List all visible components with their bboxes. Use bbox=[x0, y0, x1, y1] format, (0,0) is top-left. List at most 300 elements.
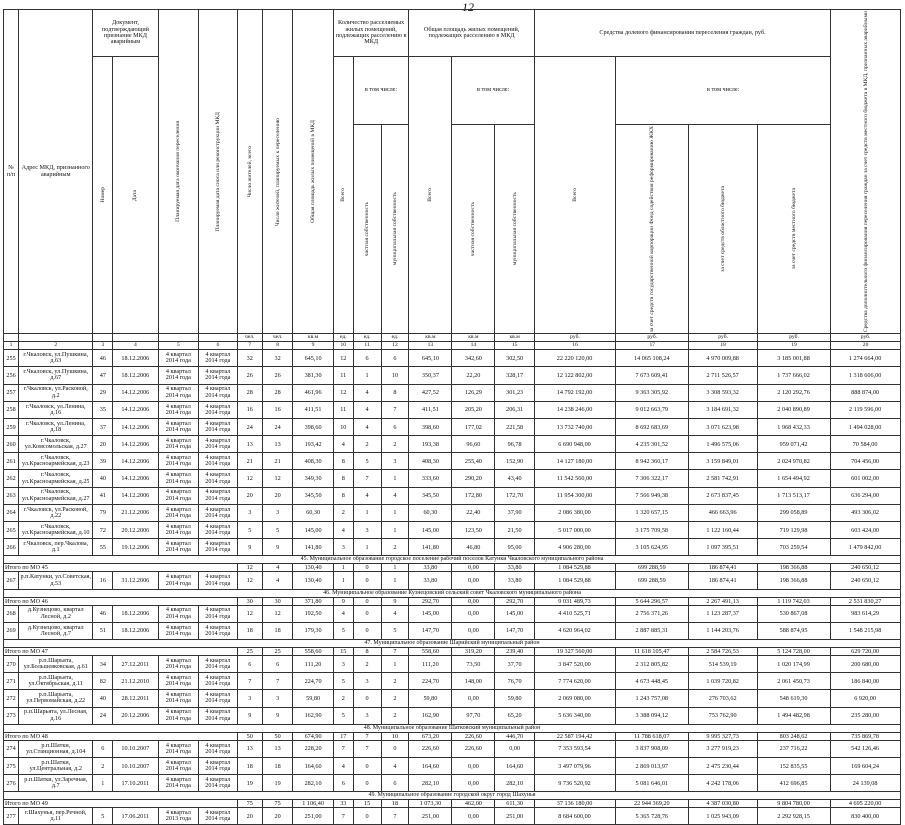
table-cell: 4 235 301,52 bbox=[616, 436, 689, 453]
table-row bbox=[4, 367, 901, 384]
table-cell: 4 bbox=[333, 605, 353, 622]
table-cell: 4 bbox=[381, 605, 409, 622]
subtotal-row bbox=[4, 597, 901, 605]
table-cell: 4 квартал 2014 года bbox=[199, 572, 237, 589]
table-cell: 3 071 623,98 bbox=[689, 418, 758, 435]
table-cell: 269 bbox=[4, 622, 19, 639]
table-cell: 0,00 bbox=[452, 775, 495, 792]
unit-cell: ед. bbox=[353, 334, 381, 342]
table-cell: 145,00 bbox=[495, 605, 535, 622]
table-row bbox=[4, 436, 901, 453]
subtotal-cell: 19 327 560,00 bbox=[534, 647, 615, 655]
table-cell: 6 bbox=[353, 350, 381, 367]
address-cell: г.Чкаловск, ул.Пушкина, д.67 bbox=[19, 367, 93, 384]
subtotal-cell: 462,00 bbox=[452, 800, 495, 808]
table-cell: 272 bbox=[4, 690, 19, 707]
table-cell: 7 673 609,41 bbox=[616, 367, 689, 384]
unit-cell bbox=[158, 334, 199, 342]
table-cell: 5 bbox=[237, 522, 263, 539]
table-cell: 162,90 bbox=[409, 707, 452, 724]
subtotal-cell: 1 119 742,03 bbox=[757, 597, 830, 605]
table-cell: 4 квартал 2014 года bbox=[199, 757, 237, 774]
table-cell: 588 874,95 bbox=[757, 622, 830, 639]
table-cell: 2 bbox=[353, 655, 381, 672]
table-cell: 3 159 849,01 bbox=[689, 453, 758, 470]
address-cell: г.Чкаловск, ул.Пушкина, д.63 bbox=[19, 350, 93, 367]
table-cell: 704 456,00 bbox=[831, 453, 901, 470]
table-cell: 4 квартал 2014 года bbox=[158, 605, 199, 622]
address-cell: г.Чкаловск, ул.Красноармейская, д.25 bbox=[19, 470, 93, 487]
table-row bbox=[4, 605, 901, 622]
table-cell: 20 bbox=[237, 808, 263, 825]
address-cell: г.Чкаловск, ул.Красноармейская, д.27 bbox=[19, 487, 93, 504]
address-cell: р.п.Шарьята, ул.Лесная, д.16 bbox=[19, 707, 93, 724]
header-planned-end: Планируемая дата окончания переселения bbox=[175, 121, 182, 222]
table-cell: 13 bbox=[263, 436, 293, 453]
subtotal-cell: 5 124 728,00 bbox=[757, 647, 830, 655]
subtotal-cell: 50 bbox=[263, 732, 293, 740]
header-address: Адрес МКД, признанного аварийным bbox=[19, 10, 93, 334]
subtotal-cell: 11 788 618,07 bbox=[616, 732, 689, 740]
table-cell: 47 bbox=[93, 367, 113, 384]
column-number-cell: 8 bbox=[263, 342, 293, 350]
table-cell: 4 bbox=[353, 487, 381, 504]
table-cell: 7 774 620,00 bbox=[534, 673, 615, 690]
table-cell: 11 bbox=[333, 367, 353, 384]
table-cell: 18 bbox=[237, 622, 263, 639]
table-cell: 256 bbox=[4, 367, 19, 384]
table-cell: 145,00 bbox=[409, 605, 452, 622]
table-cell: 19 bbox=[237, 775, 263, 792]
header-area-group: Общая площадь жилых помещений, подлежащих расселению в МКД bbox=[409, 10, 534, 57]
table-cell: 271 bbox=[4, 673, 19, 690]
table-cell: 8 bbox=[333, 453, 353, 470]
table-cell: 719 129,98 bbox=[757, 522, 830, 539]
table-cell: 4 квартал 2014 года bbox=[199, 740, 237, 757]
subtotal-cell: 371,80 bbox=[293, 597, 334, 605]
subtotal-cell: 7 bbox=[353, 732, 381, 740]
table-row bbox=[4, 707, 901, 724]
table-cell: 141,80 bbox=[293, 539, 334, 556]
table-cell: 345,50 bbox=[409, 487, 452, 504]
table-cell: 5 365 728,76 bbox=[616, 808, 689, 825]
table-cell: 0 bbox=[353, 690, 381, 707]
table-cell: 4 квартал 2014 года bbox=[158, 622, 199, 639]
table-cell: 13 732 740,00 bbox=[534, 418, 615, 435]
table-cell: 26 bbox=[263, 367, 293, 384]
subtotal-cell: 9 bbox=[333, 597, 353, 605]
unit-cell: кв.м bbox=[452, 334, 495, 342]
unit-cell bbox=[4, 334, 19, 342]
table-cell: 39 bbox=[93, 453, 113, 470]
table-row bbox=[4, 384, 901, 401]
table-cell: 2 292 928,15 bbox=[757, 808, 830, 825]
table-cell: 270 bbox=[4, 655, 19, 672]
table-cell: 11 542 560,00 bbox=[534, 470, 615, 487]
table-cell: 12 bbox=[333, 350, 353, 367]
subtotal-cell: 319,20 bbox=[452, 647, 495, 655]
table-cell: 6 bbox=[93, 740, 113, 757]
table-cell: 152,90 bbox=[495, 453, 535, 470]
table-cell: 1 bbox=[381, 572, 409, 589]
table-cell: 20.12.2006 bbox=[113, 522, 158, 539]
table-cell: 3 bbox=[333, 655, 353, 672]
subtotal-cell: 9 bbox=[381, 597, 409, 605]
table-cell: 263 bbox=[4, 487, 19, 504]
table-cell: 408,30 bbox=[293, 453, 334, 470]
table-cell: 2 711 526,57 bbox=[689, 367, 758, 384]
table-cell: 0 bbox=[353, 775, 381, 792]
table-cell: 6 bbox=[381, 350, 409, 367]
table-cell: 16 bbox=[263, 401, 293, 418]
subtotal-cell: 33,80 bbox=[409, 564, 452, 572]
table-cell: 7 bbox=[333, 808, 353, 825]
table-cell: 4 квартал 2014 года bbox=[158, 384, 199, 401]
table-cell: 14.12.2006 bbox=[113, 418, 158, 435]
subtotal-cell: 0,00 bbox=[452, 597, 495, 605]
table-cell: 268 bbox=[4, 605, 19, 622]
table-cell: 5 081 646,01 bbox=[616, 775, 689, 792]
table-cell: 1 968 432,33 bbox=[757, 418, 830, 435]
table-row bbox=[4, 401, 901, 418]
subtotal-cell: 50 bbox=[237, 732, 263, 740]
table-cell: 4 квартал 2014 года bbox=[158, 539, 199, 556]
table-cell: 273 bbox=[4, 707, 19, 724]
table-cell: 18 bbox=[237, 757, 263, 774]
table-cell: 192,50 bbox=[293, 605, 334, 622]
table-cell: 20 bbox=[263, 808, 293, 825]
table-cell: 2 086 380,00 bbox=[534, 504, 615, 521]
table-cell: 1 494 028,00 bbox=[831, 418, 901, 435]
subtotal-label: Итого по МО 48 bbox=[4, 732, 238, 740]
unit-cell: руб. bbox=[757, 334, 830, 342]
table-cell: 0,00 bbox=[452, 622, 495, 639]
table-cell: 381,30 bbox=[293, 367, 334, 384]
table-cell: 0,00 bbox=[452, 572, 495, 589]
subtotal-cell: 37 136 180,00 bbox=[534, 800, 615, 808]
table-cell: 2 bbox=[381, 539, 409, 556]
unit-cell: кв.м bbox=[495, 334, 535, 342]
subtotal-row bbox=[4, 564, 901, 572]
table-cell: 3 277 919,23 bbox=[689, 740, 758, 757]
section-heading: 49. Муниципальное образование городской округ город Шахунья bbox=[4, 792, 901, 800]
subtotal-cell: 25 bbox=[263, 647, 293, 655]
table-cell: 2 673 837,45 bbox=[689, 487, 758, 504]
table-cell: 1 737 666,02 bbox=[757, 367, 830, 384]
table-cell: 1 243 757,08 bbox=[616, 690, 689, 707]
table-cell: 5 bbox=[353, 453, 381, 470]
table-cell: 9 bbox=[237, 539, 263, 556]
unit-cell bbox=[199, 334, 237, 342]
table-cell: 4 квартал 2013 года bbox=[158, 808, 199, 825]
table-cell: 46,80 bbox=[452, 539, 495, 556]
table-cell: 4 bbox=[353, 401, 381, 418]
table-cell: 4 квартал 2014 года bbox=[199, 401, 237, 418]
table-row bbox=[4, 740, 901, 757]
table-cell: 7 353 593,54 bbox=[534, 740, 615, 757]
table-cell: 224,70 bbox=[293, 673, 334, 690]
table-cell: 251,00 bbox=[409, 808, 452, 825]
table-cell: 275 bbox=[4, 757, 19, 774]
section-heading-row bbox=[4, 724, 901, 732]
table-cell: 530 867,08 bbox=[757, 605, 830, 622]
table-cell: 8 bbox=[381, 384, 409, 401]
subtotal-cell: 1 073,30 bbox=[409, 800, 452, 808]
table-cell: 24 139,08 bbox=[831, 775, 901, 792]
column-number-cell: 20 bbox=[831, 342, 901, 350]
table-cell: 186 874,41 bbox=[689, 572, 758, 589]
table-cell: 79 bbox=[93, 504, 113, 521]
unit-cell: кв.м bbox=[409, 334, 452, 342]
address-cell: р.п.Шарьята, ул.Первомайская, д.22 bbox=[19, 690, 93, 707]
table-cell: 2 581 742,91 bbox=[689, 470, 758, 487]
address-cell: р.п.Шатки, ул.Заречная, д.7 bbox=[19, 775, 93, 792]
table-cell: 9 bbox=[237, 707, 263, 724]
column-number-cell: 19 bbox=[757, 342, 830, 350]
table-cell: 282,10 bbox=[293, 775, 334, 792]
column-number-cell: 2 bbox=[19, 342, 93, 350]
subtotal-cell: 18 bbox=[381, 800, 409, 808]
subtotal-cell: 33 bbox=[333, 800, 353, 808]
table-cell: 145,00 bbox=[293, 522, 334, 539]
table-row bbox=[4, 418, 901, 435]
table-cell: 22,40 bbox=[452, 504, 495, 521]
table-cell: 4 квартал 2014 года bbox=[199, 384, 237, 401]
table-cell: 276 bbox=[4, 775, 19, 792]
table-cell: 4 квартал 2014 года bbox=[199, 436, 237, 453]
table-cell: 4 квартал 2014 года bbox=[199, 367, 237, 384]
table-cell: 4 квартал 2014 года bbox=[199, 707, 237, 724]
table-cell: 1 494 482,98 bbox=[757, 707, 830, 724]
table-cell: 2 475 230,44 bbox=[689, 757, 758, 774]
table-cell: 240 650,12 bbox=[831, 572, 901, 589]
address-cell: д.Кузнецово, квартал Лесной, д.7 bbox=[19, 622, 93, 639]
address-cell: г.Шахунья, пер.Речной, д.11 bbox=[19, 808, 93, 825]
table-row bbox=[4, 487, 901, 504]
table-cell: 514 539,19 bbox=[689, 655, 758, 672]
table-cell: 282,10 bbox=[409, 775, 452, 792]
table-cell: 9 736 520,92 bbox=[534, 775, 615, 792]
table-row bbox=[4, 350, 901, 367]
column-number-cell: 10 bbox=[333, 342, 353, 350]
column-number-cell: 18 bbox=[689, 342, 758, 350]
subtotal-cell: 735 869,78 bbox=[831, 732, 901, 740]
header-document: Документ, подтверждающий признание МКД аварийным bbox=[93, 10, 158, 57]
subtotal-label: Итого по МО 46 bbox=[4, 597, 238, 605]
table-cell: 226,60 bbox=[409, 740, 452, 757]
table-cell: 703 259,54 bbox=[757, 539, 830, 556]
table-cell: 1 548 215,98 bbox=[831, 622, 901, 639]
subtotal-cell: 30 bbox=[263, 597, 293, 605]
table-cell: 20.12.2006 bbox=[113, 707, 158, 724]
table-cell: 13 bbox=[237, 740, 263, 757]
table-cell: 226,60 bbox=[452, 740, 495, 757]
subtotal-cell: 2 584 726,53 bbox=[689, 647, 758, 655]
header-funds-all: Всего bbox=[572, 188, 579, 202]
table-cell: 14.12.2006 bbox=[113, 401, 158, 418]
table-cell: 152 835,55 bbox=[757, 757, 830, 774]
table-cell: 542 126,46 bbox=[831, 740, 901, 757]
table-cell: 7 bbox=[353, 740, 381, 757]
table-cell: 412 696,85 bbox=[757, 775, 830, 792]
table-cell: 345,50 bbox=[293, 487, 334, 504]
address-cell: р.п.Шарьята, ул.Октябрьская, д.11 bbox=[19, 673, 93, 690]
table-cell: 3 bbox=[263, 504, 293, 521]
unit-cell: руб. bbox=[689, 334, 758, 342]
table-cell: 32 bbox=[237, 350, 263, 367]
table-cell: 198 366,88 bbox=[757, 572, 830, 589]
table-cell: 200 680,00 bbox=[831, 655, 901, 672]
table-cell: 266 bbox=[4, 539, 19, 556]
column-number-cell: 17 bbox=[616, 342, 689, 350]
header-residents-planned: Число жителей, планируемых к переселению bbox=[274, 117, 281, 226]
table-cell: 830 400,00 bbox=[831, 808, 901, 825]
table-cell: 145,00 bbox=[409, 522, 452, 539]
table-cell: 32 bbox=[263, 350, 293, 367]
table-cell: 4 квартал 2014 года bbox=[158, 690, 199, 707]
table-cell: 4 квартал 2014 года bbox=[199, 775, 237, 792]
table-cell: 19 bbox=[263, 775, 293, 792]
table-cell: 13 bbox=[263, 740, 293, 757]
column-number-cell: 12 bbox=[381, 342, 409, 350]
table-cell: 251,00 bbox=[293, 808, 334, 825]
section-heading-row bbox=[4, 639, 901, 647]
table-cell: 4 квартал 2014 года bbox=[199, 522, 237, 539]
table-cell: 1 bbox=[353, 539, 381, 556]
table-cell: 277 bbox=[4, 808, 19, 825]
table-cell: 2 bbox=[333, 690, 353, 707]
table-cell: 18.12.2006 bbox=[113, 350, 158, 367]
table-cell: 12 122 802,00 bbox=[534, 367, 615, 384]
table-cell: 4 bbox=[381, 487, 409, 504]
table-cell: 2 312 805,82 bbox=[616, 655, 689, 672]
table-cell: 1 123 287,37 bbox=[689, 605, 758, 622]
table-cell: 302,50 bbox=[495, 350, 535, 367]
table-cell: 41 bbox=[93, 487, 113, 504]
table-cell: 3 847 520,00 bbox=[534, 655, 615, 672]
subtotal-cell: 12 bbox=[237, 564, 263, 572]
table-cell: 753 762,90 bbox=[689, 707, 758, 724]
table-cell: 2 bbox=[381, 707, 409, 724]
table-cell: 18.12.2006 bbox=[113, 622, 158, 639]
table-cell: 60,30 bbox=[293, 504, 334, 521]
table-cell: 76,70 bbox=[495, 673, 535, 690]
table-cell: 2 756 371,26 bbox=[616, 605, 689, 622]
section-heading: 46. Муниципальное образование Кузнецовский сельский совет Чкаловского муниципального района bbox=[4, 589, 901, 597]
table-cell: 301,23 bbox=[495, 384, 535, 401]
table-cell: 14 065 108,24 bbox=[616, 350, 689, 367]
table-cell: 7 306 322,17 bbox=[616, 470, 689, 487]
section-heading: 47. Муниципальное образование Шарийский муниципальный район bbox=[4, 639, 901, 647]
table-cell: 1 bbox=[93, 775, 113, 792]
table-cell: 14 127 180,00 bbox=[534, 453, 615, 470]
table-cell: 10.10.2007 bbox=[113, 740, 158, 757]
table-cell: 3 184 691,32 bbox=[689, 401, 758, 418]
table-cell: 0,00 bbox=[452, 605, 495, 622]
subtotal-cell: 1 084 529,88 bbox=[534, 564, 615, 572]
subtotal-cell: 1 bbox=[333, 564, 353, 572]
table-row bbox=[4, 690, 901, 707]
column-number-cell: 4 bbox=[113, 342, 158, 350]
unit-cell: кв.м bbox=[293, 334, 334, 342]
table-cell: 6 bbox=[381, 418, 409, 435]
resettlement-table bbox=[3, 9, 901, 825]
table-cell: 172,80 bbox=[452, 487, 495, 504]
header-doc-date: Дата bbox=[132, 189, 139, 201]
table-cell: 259 bbox=[4, 418, 19, 435]
subtotal-cell: 674,90 bbox=[293, 732, 334, 740]
table-cell: 4 квартал 2014 года bbox=[199, 690, 237, 707]
table-cell: 3 bbox=[353, 673, 381, 690]
table-cell: 0,00 bbox=[495, 740, 535, 757]
table-cell: 4 квартал 2014 года bbox=[199, 487, 237, 504]
table-cell: 14.12.2006 bbox=[113, 470, 158, 487]
header-rooms-group: Количество расселяемых жилых помещений, подлежащих расселению в МКД bbox=[333, 10, 409, 57]
table-row bbox=[4, 539, 901, 556]
table-row bbox=[4, 622, 901, 639]
table-cell: 7 bbox=[333, 740, 353, 757]
table-cell: 1 bbox=[353, 367, 381, 384]
table-cell: 493 306,02 bbox=[831, 504, 901, 521]
subtotal-cell: 25 bbox=[237, 647, 263, 655]
table-cell: 3 105 624,95 bbox=[616, 539, 689, 556]
table-cell: 11 bbox=[333, 401, 353, 418]
table-cell: 111,20 bbox=[409, 655, 452, 672]
table-cell: 699 288,59 bbox=[616, 572, 689, 589]
table-cell: 4 квартал 2014 года bbox=[199, 539, 237, 556]
header-rooms-all: Всего bbox=[340, 188, 347, 202]
table-cell: 59,80 bbox=[495, 690, 535, 707]
subtotal-cell: 292,70 bbox=[495, 597, 535, 605]
table-cell: 4 bbox=[333, 436, 353, 453]
table-cell: 95,00 bbox=[495, 539, 535, 556]
table-cell: 21.12.2006 bbox=[113, 504, 158, 521]
table-cell: 264 bbox=[4, 504, 19, 521]
table-cell: 21 bbox=[237, 453, 263, 470]
header-rooms-incl: в том числе: bbox=[353, 57, 409, 125]
table-cell: 260 bbox=[4, 436, 19, 453]
table-cell: 186 840,00 bbox=[831, 673, 901, 690]
column-number-cell: 9 bbox=[293, 342, 334, 350]
table-cell: 261 bbox=[4, 453, 19, 470]
subtotal-row bbox=[4, 800, 901, 808]
table-cell: 40 bbox=[93, 690, 113, 707]
table-cell: 60,30 bbox=[409, 504, 452, 521]
table-cell: 193,38 bbox=[409, 436, 452, 453]
table-cell: 4 квартал 2014 года bbox=[158, 470, 199, 487]
table-cell: 172,70 bbox=[495, 487, 535, 504]
subtotal-label: Итого по МО 45 bbox=[4, 564, 238, 572]
table-cell: 548 619,30 bbox=[757, 690, 830, 707]
table-cell: 4 квартал 2014 года bbox=[199, 453, 237, 470]
table-cell: 1 020 174,99 bbox=[757, 655, 830, 672]
table-cell: 411,51 bbox=[409, 401, 452, 418]
table-cell: 34 bbox=[93, 655, 113, 672]
table-cell: 3 175 709,58 bbox=[616, 522, 689, 539]
subtotal-cell: 240 650,12 bbox=[831, 564, 901, 572]
table-cell: 0 bbox=[353, 572, 381, 589]
table-cell: 1 025 943,09 bbox=[689, 808, 758, 825]
table-cell: 959 071,42 bbox=[757, 436, 830, 453]
table-cell: 237 716,22 bbox=[757, 740, 830, 757]
table-cell: 8 bbox=[333, 487, 353, 504]
column-number-cell: 11 bbox=[353, 342, 381, 350]
table-cell: 14.12.2006 bbox=[113, 436, 158, 453]
section-heading-row bbox=[4, 792, 901, 800]
table-cell: 179,30 bbox=[293, 622, 334, 639]
address-cell: д.Кузнецово, квартал Лесной, д.2 bbox=[19, 605, 93, 622]
subtotal-cell: 673,20 bbox=[409, 732, 452, 740]
